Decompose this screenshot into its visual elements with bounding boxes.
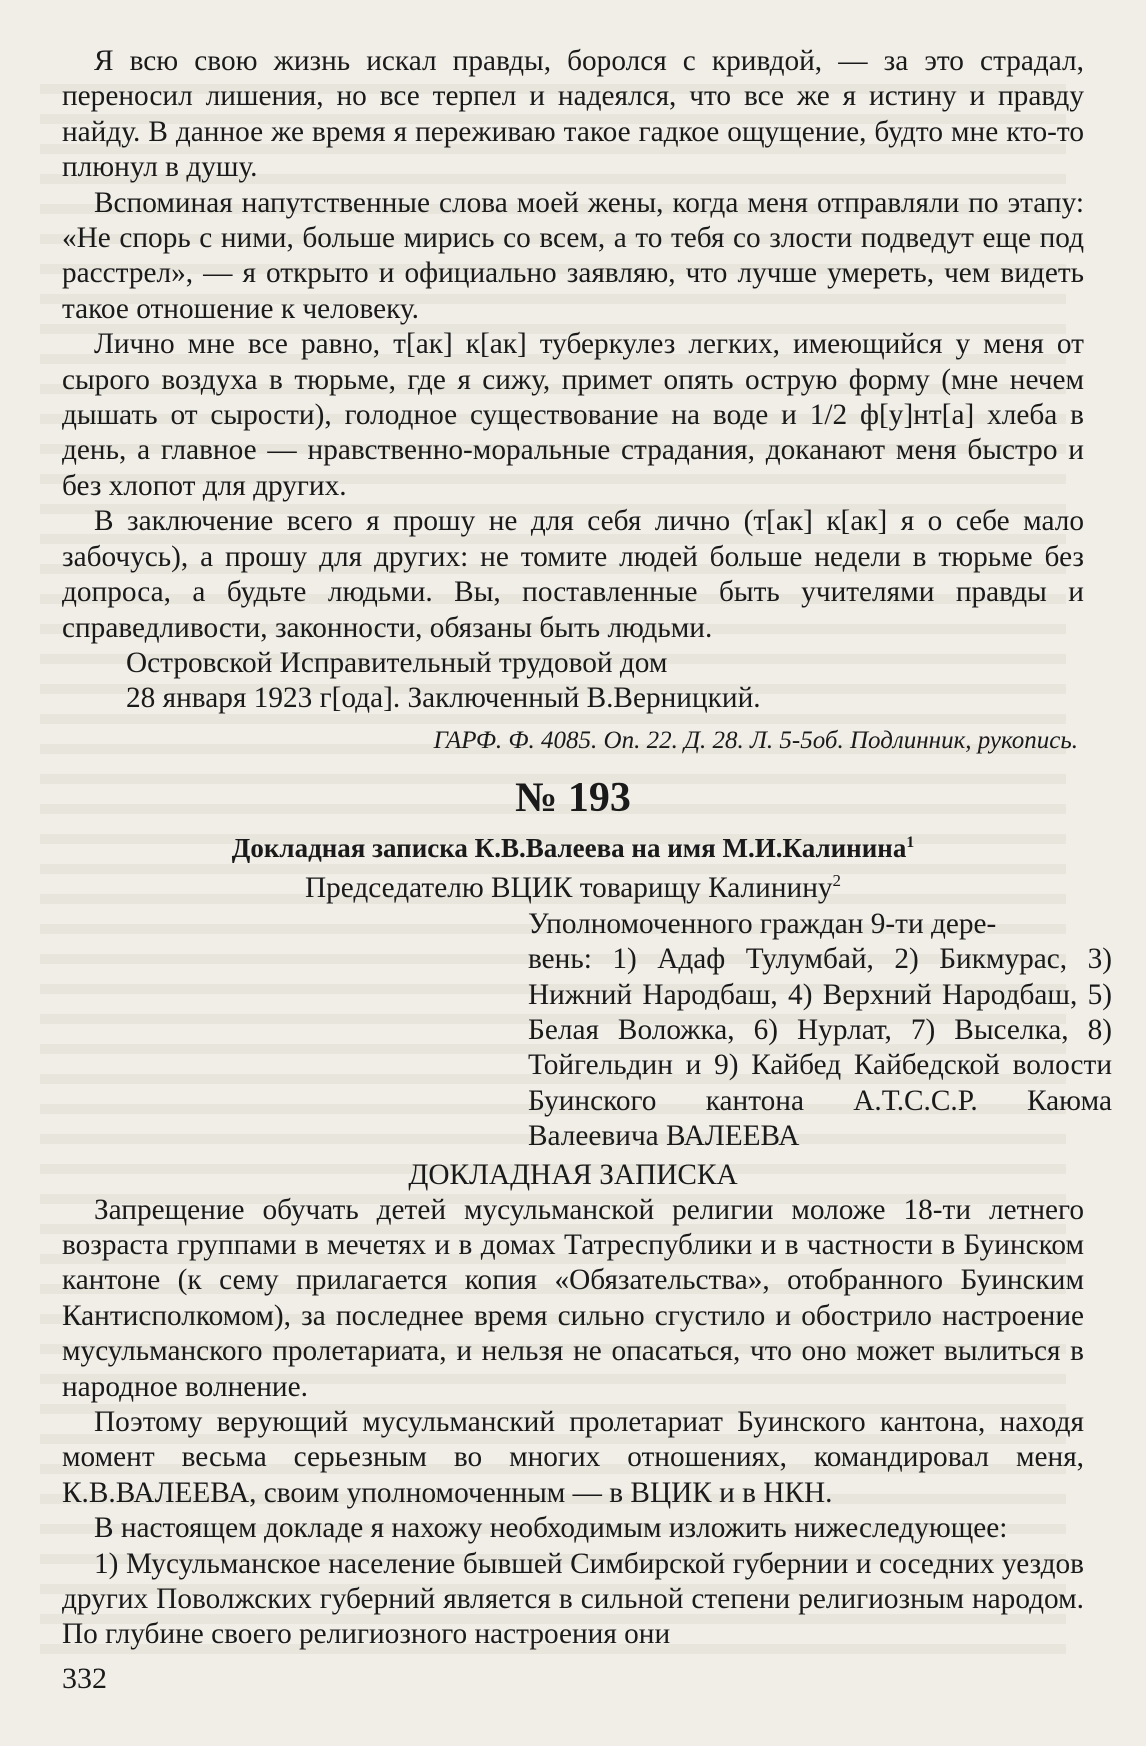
page-number: 332 (62, 1662, 107, 1695)
section-heading: ДОКЛАДНАЯ ЗАПИСКА (408, 1158, 738, 1191)
footnote-marker: 1 (906, 833, 915, 851)
document-title-text: Докладная записка К.В.Валеева на имя М.И.Калинина (231, 832, 907, 863)
document-title (62, 829, 1084, 867)
addressee-text: Председателю ВЦИК товарищу Калинину (304, 871, 833, 904)
sender-block (528, 907, 1112, 1155)
sender-line-rest: вень: 1) Адаф Тулумбай, 2) Бикмурас, 3) Нижний Народбаш, 4) Верхний Народбаш, 5) Белая Воложка, 6) Нурлат, 7) Выселка, 8) Тойгельдин и 9) Кайбед Кайбедской волости Буинского кантона А.Т.С.С.Р. Каюма Валеевича ВАЛЕЕВА (528, 943, 1112, 1153)
paragraph: Запрещение обучать детей мусульманской религии моложе 18-ти летнего возраста группами в мечетях и в домах Татреспублики и в частности в Буинском кантоне (к сему прилагается копия «Обязательства», отобранного Буинским Кантисполкомом), за последнее время сильно сгустило и обострило настроение мусульманского пролетариата, и нельзя не опасаться, что оно может вылиться в народное волнение. (62, 1193, 1084, 1403)
paragraph: В настоящем докладе я нахожу необходимым изложить нижеследующее: (94, 1512, 1008, 1545)
paragraph: Я всю свою жизнь искал правды, боролся с кривдой, — за это страдал, переносил лишения, но все терпел и надеялся, что все же я истину и правду найду. В данное же время я переживаю такое гадкое ощущение, будто мне кто-то плюнул в душу. (62, 45, 1084, 184)
paragraph: Вспоминая напутственные слова моей жены, когда меня отправляли по этапу: «Не спорь с ними, больше мирись со всем, а то тебя со злости подведут еще под расстрел», — я открыто и официально заявляю, что лучше умереть, чем видеть такое отношение к человеку. (62, 186, 1084, 325)
signature-institution: Островской Исправительный трудовой дом (126, 646, 668, 679)
signature-date-name: 28 января 1923 г[ода]. Заключенный В.Верницкий. (126, 682, 761, 715)
paragraph: Поэтому верующий мусульманский пролетариат Буинского кантона, находя момент весьма серьезным во многих отношениях, командировал меня, К.В.ВАЛЕЕВА, своим уполномоченным — в ВЦИК и в НКН. (62, 1406, 1084, 1509)
signature-block (62, 646, 1084, 717)
footnote-marker: 2 (832, 870, 842, 890)
paragraph: 1) Мусульманское население бывшей Симбирской губернии и соседних уездов других Поволжских губерний является в сильной степени религиозным народом. По глубине своего религиозного настроения они (62, 1547, 1084, 1651)
archive-source: ГАРФ. Ф. 4085. Оп. 22. Д. 28. Л. 5-5об. Подлинник, рукопись. (433, 726, 1078, 754)
page-content (62, 44, 1112, 1653)
addressee (62, 869, 1084, 907)
sender-line-first: Уполномоченного граждан 9-ти дере- (528, 907, 997, 940)
paragraph: В заключение всего я прошу не для себя лично (т[ак] к[ак] я о себе мало забочусь), а прошу для других: не томите людей больше недели в тюрьме без допроса, а будьте людьми. Вы, поставленные быть учителями правды и справедливости, законности, обязаны быть людьми. (62, 505, 1084, 644)
document-number: № 193 (515, 774, 631, 821)
paragraph: Лично мне все равно, т[ак] к[ак] туберкулез легких, имеющийся у меня от сырого воздуха в тюрьме, где я сижу, примет опять острую форму (мне нечем дышать от сырости), голодное существование на воде и 1/2 ф[у]нт[а] хлеба в день, а главное — нравственно-моральные страдания, доканают меня быстро и без хлопот для других. (62, 328, 1084, 502)
